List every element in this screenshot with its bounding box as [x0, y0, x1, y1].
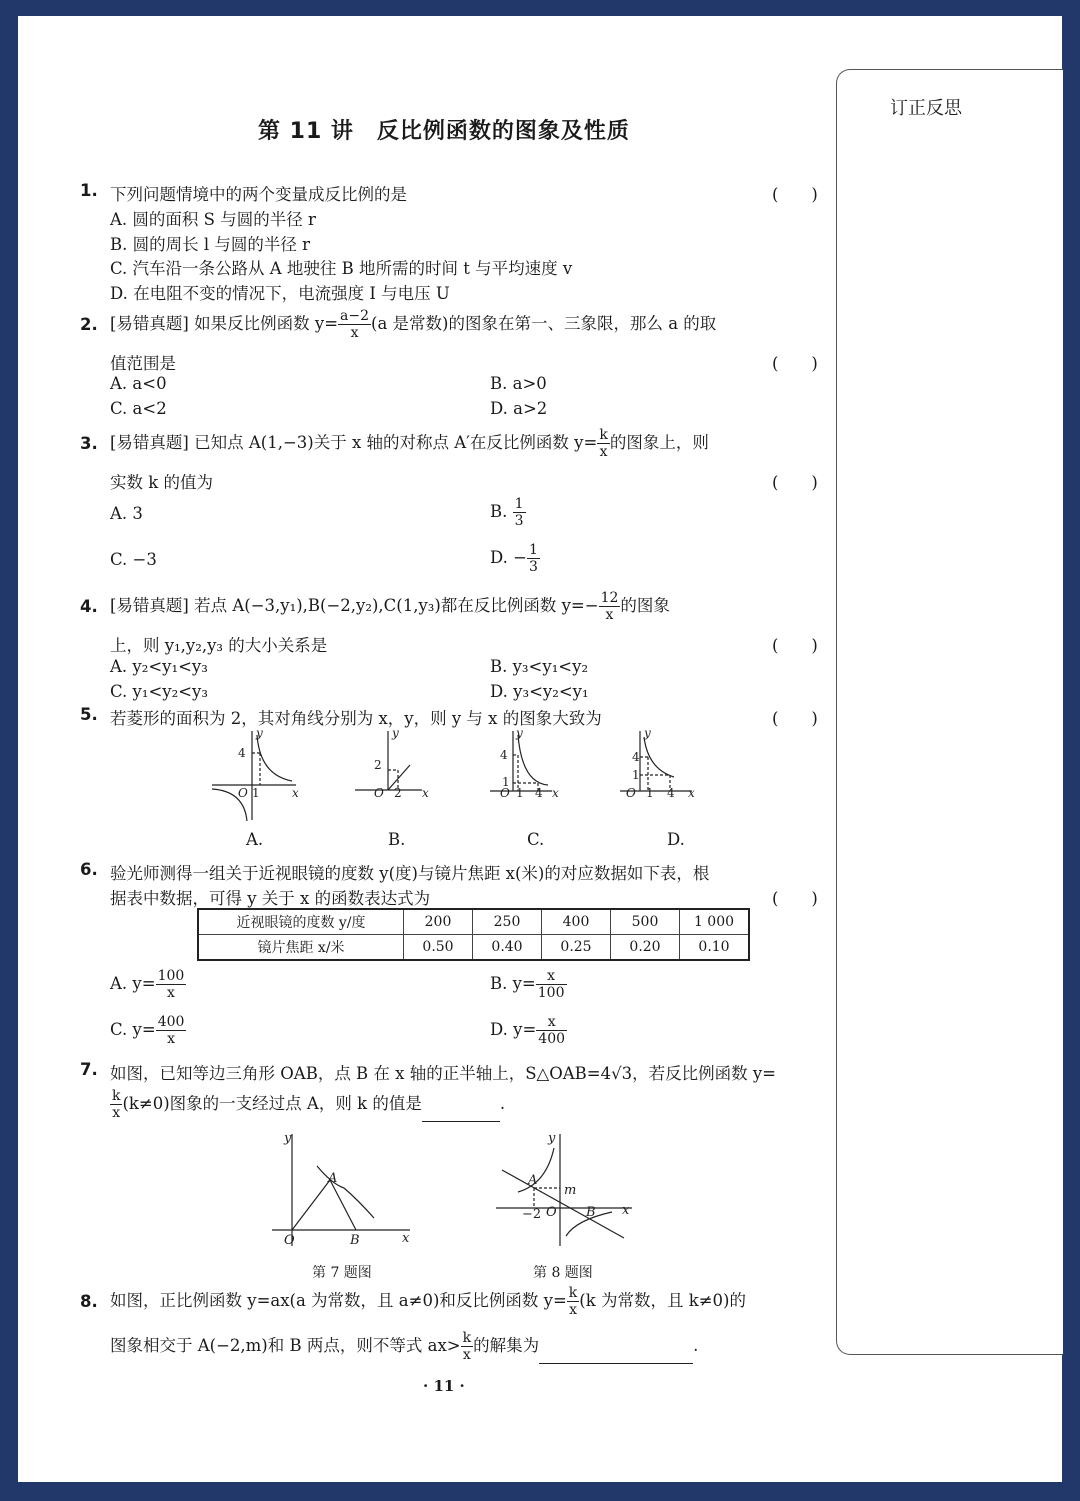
q5a-x-label: x [292, 786, 299, 800]
q3-option-b [490, 494, 526, 530]
q8-stem-line2-post: 的解集为 [473, 1336, 540, 1355]
q5d-y-label: y [644, 726, 651, 740]
fig7-point-a: A [328, 1171, 338, 1186]
q6-option-c [110, 1012, 186, 1048]
table-cell: 0.10 [680, 935, 750, 961]
q6-option-a [110, 966, 186, 1002]
q5-graphs [200, 725, 700, 825]
q3-option-a: A. 3 [110, 504, 143, 523]
q3-stem [110, 425, 709, 461]
fig7-caption: 第 7 题图 [312, 1265, 372, 1281]
q4-fraction [599, 590, 621, 623]
q5a-tick-1: 1 [252, 786, 260, 800]
q3-optd-den: 3 [528, 559, 538, 575]
fig8-tick-neg2: −2 [522, 1207, 542, 1222]
q6-answer-bracket[interactable]: ( ) [772, 889, 818, 908]
table-row [198, 909, 749, 935]
q8-stem-post: (k 为常数，且 k≠0)的 [579, 1291, 746, 1310]
q6-opta-label: A. y= [110, 974, 156, 993]
q6-optd-fraction [536, 1014, 567, 1047]
page-title: 第 11 讲 反比例函数的图象及性质 [258, 119, 630, 144]
q4-option-b: B. y₃<y₁<y₂ [490, 657, 589, 676]
q6-opta-den: x [166, 985, 175, 1001]
q6-optc-label: C. y= [110, 1020, 156, 1039]
q5b-origin: O [374, 786, 384, 800]
q5c-tick-4y: 4 [500, 748, 508, 762]
q3-option-b-fraction [513, 496, 526, 529]
q8-stem-line2-wrap [110, 1328, 698, 1364]
q5b-x-label: x [422, 786, 429, 800]
fig8-x-label: x [622, 1203, 630, 1218]
q8-line2-num: k [462, 1330, 472, 1346]
q5c-curve [518, 735, 548, 785]
q3-frac-den: x [599, 444, 608, 460]
q7-frac-den: x [112, 1105, 121, 1121]
q5-stem: 若菱形的面积为 2，其对角线分别为 x，y，则 y 与 x 的图象大致为 [110, 709, 602, 728]
q3-stem-pre: 已知点 A(1,−3)关于 x 轴的对称点 A′在反比例函数 y= [194, 433, 598, 452]
q4-option-d: D. y₃<y₂<y₁ [490, 682, 589, 701]
q5c-origin: O [500, 786, 510, 800]
table-cell: 0.20 [611, 935, 680, 961]
q3-option-d-label: D. − [490, 548, 527, 567]
q3-number: 3. [80, 434, 98, 453]
fig7-x-label: x [402, 1231, 410, 1246]
q4-stem-line2: 上，则 y₁,y₂,y₃ 的大小关系是 [110, 636, 328, 655]
fig8-y-label: y [548, 1131, 556, 1146]
q8-answer-blank[interactable] [539, 1345, 693, 1364]
q8-stem [110, 1283, 746, 1319]
q5b-y-label: y [392, 726, 399, 740]
q4-number: 4. [80, 597, 98, 616]
q8-frac-den: x [569, 1302, 577, 1318]
q6-optb-den: 100 [537, 985, 565, 1001]
q2-stem-pre: 如果反比例函数 y= [194, 314, 339, 333]
q6-optb-label: B. y= [490, 974, 536, 993]
q6-option-b [490, 966, 567, 1002]
q3-optb-num: 1 [514, 496, 524, 512]
q2-option-b: B. a>0 [490, 374, 547, 393]
q5-number: 5. [80, 705, 98, 724]
correction-sidebar [836, 69, 1063, 1355]
q4-tag: [易错真题] [110, 596, 189, 615]
q6-optc-num: 400 [157, 1014, 185, 1030]
q2-stem-line2: 值范围是 [110, 354, 176, 373]
q2-stem [110, 306, 716, 342]
q5-label-d: D. [667, 830, 685, 849]
table-cell: 500 [611, 909, 680, 935]
table-cell: 0.50 [404, 935, 473, 961]
q8-fraction [567, 1285, 579, 1318]
q5a-tick-4: 4 [238, 746, 246, 760]
q2-tag: [易错真题] [110, 314, 189, 333]
fig8-point-b: B [586, 1205, 596, 1220]
q2-option-d: D. a>2 [490, 399, 548, 418]
q3-frac-num: k [599, 427, 608, 443]
q6-option-d [490, 1012, 567, 1048]
fig7-point-b: B [350, 1233, 360, 1248]
sidebar-label: 订正反思 [890, 98, 962, 119]
q6-optd-num: x [536, 1014, 567, 1031]
q1-stem: 下列问题情境中的两个变量成反比例的是 [110, 185, 407, 204]
q5d-tick-1x: 1 [646, 786, 654, 800]
q6-optc-fraction [156, 1014, 187, 1047]
q3-option-b-label: B. [490, 502, 508, 521]
q1-answer-bracket[interactable]: ( ) [772, 185, 818, 204]
q8-number: 8. [80, 1292, 98, 1311]
q6-stem-line2: 据表中数据，可得 y 关于 x 的函数表达式为 [110, 889, 431, 908]
q5c-y-label: y [516, 726, 523, 740]
q6-stem: 验光师测得一组关于近视眼镜的度数 y(度)与镜片焦距 x(米)的对应数据如下表，根 [110, 864, 710, 883]
q5d-origin: O [626, 786, 636, 800]
table-cell: 400 [542, 909, 611, 935]
q8-stem-line2: 图象相交于 A(−2,m)和 B 两点，则不等式 ax> [110, 1336, 461, 1355]
table-cell: 250 [473, 909, 542, 935]
table-cell: 0.40 [473, 935, 542, 961]
fig8-line [502, 1170, 624, 1238]
q1-option-c: C. 汽车沿一条公路从 A 地驶往 B 地所需的时间 t 与平均速度 v [110, 259, 573, 278]
q3-fraction [597, 427, 609, 460]
q7-stem-line2-wrap [110, 1086, 505, 1122]
q4-stem-post: 的图象 [620, 596, 670, 615]
q5c-tick-4x: 4 [535, 786, 543, 800]
q3-option-d-fraction [527, 542, 540, 575]
q8-line2-den: x [462, 1347, 471, 1363]
q5-label-a: A. [246, 830, 264, 849]
q6-data-table [197, 908, 750, 961]
q1-option-a: A. 圆的面积 S 与圆的半径 r [110, 210, 316, 229]
table-cell: 0.25 [542, 935, 611, 961]
q7-stem: 如图，已知等边三角形 OAB，点 B 在 x 轴的正半轴上，S△OAB=4√3，若反比例函数 y= [110, 1064, 777, 1083]
q4-frac-num: 12 [600, 590, 619, 606]
q2-stem-post: (a 是常数)的图象在第一、三象限，那么 a 的取 [371, 314, 717, 333]
fig8-label-m: m [564, 1183, 577, 1198]
q5a-curve-right [257, 735, 292, 781]
q3-option-c: C. −3 [110, 550, 157, 569]
table-row [198, 935, 749, 961]
q4-frac-den: x [605, 607, 614, 623]
fig8-caption: 第 8 题图 [533, 1265, 593, 1281]
q6-optd-den: 400 [538, 1031, 566, 1047]
q5a-y-label: y [256, 726, 263, 740]
fig7-origin: O [284, 1233, 295, 1248]
q6-opta-num: 100 [157, 968, 185, 984]
q7-number: 7. [80, 1060, 98, 1079]
q4-stem-pre: 若点 A(−3,y₁),B(−2,y₂),C(1,y₃)都在反比例函数 y=− [194, 596, 599, 615]
table-cell: 镜片焦距 x/米 [198, 935, 404, 961]
q5b-tick-2y: 2 [374, 758, 382, 772]
q6-optb-fraction [536, 968, 567, 1001]
q5-answer-bracket[interactable]: ( ) [772, 709, 818, 728]
table-cell: 近视眼镜的度数 y/度 [198, 909, 404, 935]
q7-frac-num: k [112, 1088, 121, 1104]
table-cell: 1 000 [680, 909, 750, 935]
fig7-diagram [270, 1128, 420, 1253]
q5c-tick-1y: 1 [502, 775, 510, 789]
q2-answer-bracket[interactable]: ( ) [772, 354, 818, 373]
q6-opta-fraction [156, 968, 187, 1001]
q8-stem-pre: 如图，正比例函数 y=ax(a 为常数，且 a≠0)和反比例函数 y= [110, 1291, 567, 1310]
q3-optd-num: 1 [528, 542, 538, 558]
fig8-point-a: A [528, 1173, 538, 1188]
q2-number: 2. [80, 315, 98, 334]
q4-stem [110, 588, 670, 624]
q5d-tick-4x: 4 [667, 786, 675, 800]
fig7-triangle [292, 1180, 356, 1230]
q3-optb-den: 3 [514, 513, 524, 529]
q3-answer-bracket[interactable]: ( ) [772, 473, 818, 492]
q7-fraction [110, 1088, 122, 1121]
q5d-tick-1y: 1 [632, 768, 640, 782]
q8-stem-end: . [693, 1336, 699, 1355]
q3-stem-line2: 实数 k 的值为 [110, 473, 213, 492]
q5a-origin: O [238, 786, 248, 800]
page-number: · 11 · [423, 1377, 465, 1395]
q1-option-d: D. 在电阻不变的情况下，电流强度 I 与电压 U [110, 284, 450, 303]
q4-option-c: C. y₁<y₂<y₃ [110, 682, 208, 701]
q7-answer-blank[interactable] [422, 1103, 500, 1122]
fig8-origin: O [546, 1205, 557, 1220]
q5d-x-label: x [688, 786, 695, 800]
q4-option-a: A. y₂<y₁<y₃ [110, 657, 208, 676]
q2-frac-num: a−2 [340, 308, 370, 324]
table-cell: 200 [404, 909, 473, 935]
q5-label-c: C. [527, 830, 545, 849]
q3-option-d [490, 540, 540, 576]
q6-optb-num: x [536, 968, 567, 985]
q5c-tick-1x: 1 [516, 786, 524, 800]
fig7-y-label: y [284, 1131, 292, 1146]
q2-option-a: A. a<0 [110, 374, 167, 393]
q6-optd-label: D. y= [490, 1020, 537, 1039]
q8-frac-num: k [568, 1285, 578, 1301]
q2-option-c: C. a<2 [110, 399, 167, 418]
q7-stem-line2: (k≠0)图象的一支经过点 A，则 k 的值是 [122, 1094, 422, 1113]
q1-number: 1. [80, 181, 98, 200]
q5b-tick-2x: 2 [394, 786, 402, 800]
q3-stem-post: 的图象上，则 [609, 433, 709, 452]
q6-optc-den: x [167, 1031, 175, 1047]
q4-answer-bracket[interactable]: ( ) [772, 636, 818, 655]
q5-label-b: B. [388, 830, 406, 849]
fig8-diagram [492, 1128, 642, 1253]
q7-stem-end: . [499, 1094, 506, 1113]
q6-number: 6. [80, 860, 98, 879]
q1-option-b: B. 圆的周长 l 与圆的半径 r [110, 235, 311, 254]
q5d-tick-4y: 4 [632, 750, 640, 764]
q5c-x-label: x [552, 786, 559, 800]
q8-line2-fraction [461, 1330, 473, 1363]
q3-tag: [易错真题] [110, 433, 189, 452]
q2-fraction [338, 308, 371, 341]
q2-frac-den: x [350, 325, 359, 341]
